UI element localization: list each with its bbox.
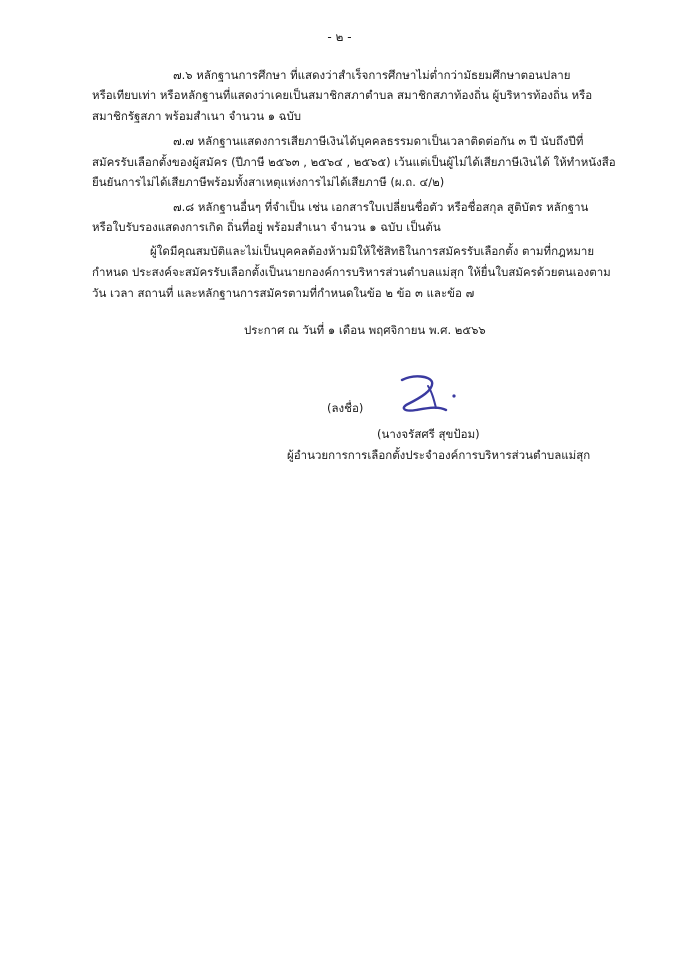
signer-name: (นางจรัสศรี สุขป้อม): [377, 427, 480, 441]
paragraph-line-3: วัน เวลา สถานที่ และหลักฐานการสมัครตามที่กำหนดในข้อ ๒ ข้อ ๓ และข้อ ๗: [92, 286, 475, 300]
item-7-6-line-2: หรือเทียบเท่า หรือหลักฐานที่แสดงว่าเคยเป็นสมาชิกสภาตำบล สมาชิกสภาท้องถิ่น ผู้บริหารท้องถิ่น หรือ: [92, 88, 593, 102]
item-7-8-line-1: ๗.๘ หลักฐานอื่นๆ ที่จำเป็น เช่น เอกสารใบเปลี่ยนชื่อตัว หรือชื่อสกุล สูติบัตร หลักฐาน: [173, 200, 589, 214]
item-7-6-line-1: ๗.๖ หลักฐานการศึกษา ที่แสดงว่าสำเร็จการศึกษาไม่ต่ำกว่ามัธยมศึกษาตอนปลาย: [173, 68, 571, 82]
item-7-6-line-3: สมาชิกรัฐสภา พร้อมสำเนา จำนวน ๑ ฉบับ: [92, 109, 302, 123]
announcement-date: ประกาศ ณ วันที่ ๑ เดือน พฤศจิกายน พ.ศ. ๒๕๖๖: [244, 323, 486, 337]
page-number: - ๒ -: [327, 30, 352, 44]
handwritten-signature: [394, 372, 464, 416]
signature-label: (ลงชื่อ): [327, 401, 364, 415]
signer-position: ผู้อำนวยการการเลือกตั้งประจำองค์การบริหารส่วนตำบลแม่สุก: [287, 448, 591, 462]
item-7-8-line-2: หรือใบรับรองแสดงการเกิด ถิ่นที่อยู่ พร้อมสำเนา จำนวน ๑ ฉบับ เป็นต้น: [92, 220, 441, 234]
item-7-7-line-2: สมัครรับเลือกตั้งของผู้สมัคร (ปีภาษี ๒๕๖๓ , ๒๕๖๔ , ๒๕๖๕) เว้นแต่เป็นผู้ไม่ได้เสียภาษีเงินได้ ให้ทำหนังสือ: [92, 155, 616, 169]
paragraph-line-2: กำหนด ประสงค์จะสมัครรับเลือกตั้งเป็นนายกองค์การบริหารส่วนตำบลแม่สุก ให้ยื่นใบสมัครด้วยตนเองตาม: [92, 265, 611, 279]
item-7-7-line-3: ยืนยันการไม่ได้เสียภาษีพร้อมทั้งสาเหตุแห่งการไม่ได้เสียภาษี (ผ.ถ. ๔/๒): [92, 175, 445, 189]
item-7-7-line-1: ๗.๗ หลักฐานแสดงการเสียภาษีเงินได้บุคคลธรรมดาเป็นเวลาติดต่อกัน ๓ ปี นับถึงปีที่: [173, 134, 584, 148]
paragraph-line-1: ผู้ใดมีคุณสมบัติและไม่เป็นบุคคลต้องห้ามมิให้ใช้สิทธิในการสมัครรับเลือกตั้ง ตามที่กฎหมาย: [150, 244, 595, 258]
